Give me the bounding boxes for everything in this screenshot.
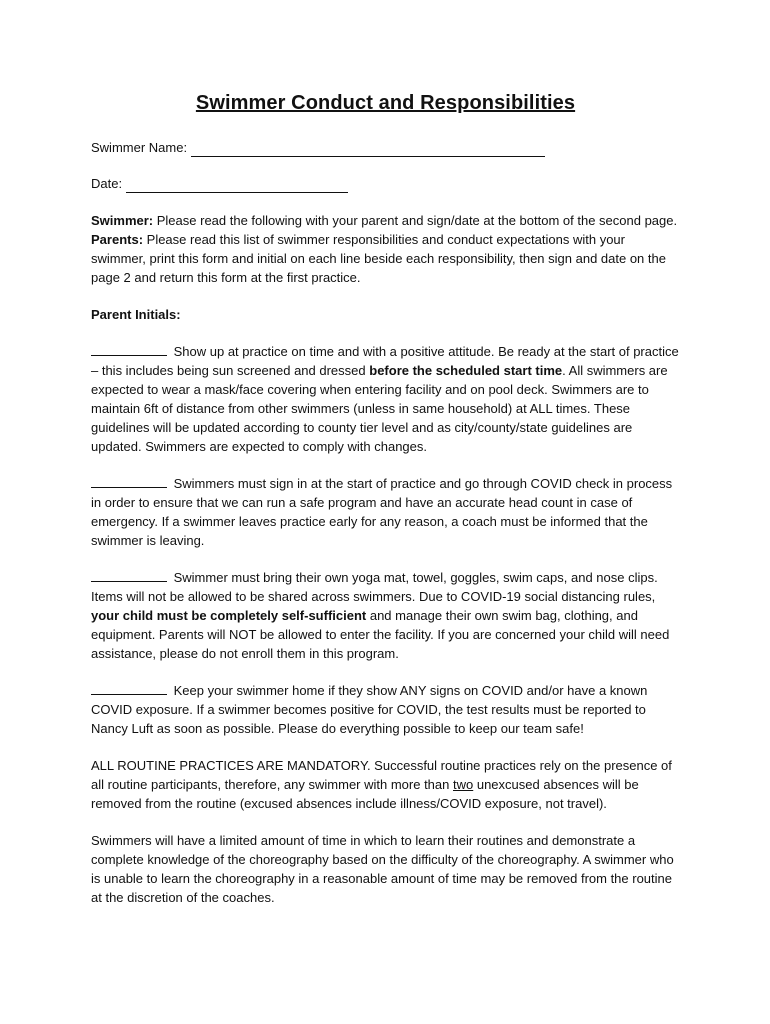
item-3-text-b: and manage their own swim bag, clothing, and equipment. Parents will NOT be allowed to enter the facility. If you are concerned your child will need assistance, please do not enroll them in this program. — [91, 608, 670, 661]
swimmer-instructions: Please read the following with your parent and sign/date at the bottom of the second page. — [153, 213, 678, 228]
mandatory-paragraph — [91, 756, 680, 813]
mandatory-underlined: two — [453, 777, 474, 792]
parent-initials-heading-text: Parent Initials: — [91, 307, 181, 322]
responsibility-item-3 — [91, 568, 680, 663]
responsibility-item-1 — [91, 342, 680, 456]
parents-instructions: Please read this list of swimmer responsibilities and conduct expectations with your swimmer, print this form and initial on each line beside each responsibility, then sign and date on the page 2 and return this form at the first practice. — [91, 232, 666, 285]
date-label: Date: — [91, 176, 123, 191]
responsibility-item-4 — [91, 681, 680, 738]
page-title: Swimmer Conduct and Responsibilities — [195, 92, 576, 114]
initial-field-1[interactable] — [91, 342, 167, 356]
swimmer-label: Swimmer: — [91, 213, 154, 228]
item-2-text: Swimmers must sign in at the start of practice and go through COVID check in process in order to ensure that we can run a safe program and have an accurate head count in case of emergency. If a swimmer leaves practice early for any reason, a coach must be informed that the swimmer is leaving. — [91, 476, 673, 548]
swimmer-name-label: Swimmer Name: — [91, 140, 188, 155]
initial-field-3[interactable] — [91, 568, 167, 582]
swimmer-name-row — [91, 138, 680, 157]
item-1-bold: before the scheduled start time — [369, 363, 563, 378]
closing-paragraph: Swimmers will have a limited amount of time in which to learn their routines and demonstrate a complete knowledge of the choreography based on the difficulty of the choreography. A swimmer who is unable to learn the choreography in a reasonable amount of time may be removed from the routine at the discretion of the coaches. — [91, 833, 674, 905]
date-field[interactable] — [126, 178, 348, 193]
intro-paragraph — [91, 211, 680, 287]
item-4-text: Keep your swimmer home if they show ANY signs on COVID and/or have a known COVID exposure. If a swimmer becomes positive for COVID, the test results must be reported to Nancy Luft as soon as possible. Please do everything possible to keep our team safe! — [91, 683, 648, 736]
item-1-text-a: Show up at practice on time and with a positive attitude. Be ready at the start of practice – this includes being sun screened and dressed — [91, 344, 679, 378]
initial-field-4[interactable] — [91, 681, 167, 695]
parents-label: Parents: — [91, 232, 144, 247]
date-row — [91, 174, 680, 193]
responsibility-item-2 — [91, 474, 680, 550]
mandatory-text-a: ALL ROUTINE PRACTICES ARE MANDATORY. Successful routine practices rely on the presence of all routine participants, therefore, any swimmer with more than — [91, 758, 672, 792]
parent-initials-heading — [91, 305, 680, 324]
item-3-bold: your child must be completely self-sufficient — [91, 608, 367, 623]
item-1-text-b: . All swimmers are expected to wear a mask/face covering when entering facility and on pool deck. Swimmers are to maintain 6ft of distance from other swimmers (unless in same household) at ALL times. These guidelines will be updated according to county tier level and as city/county/state guidelines are updated. Swimmers are expected to comply with changes. — [91, 363, 668, 454]
swimmer-name-field[interactable] — [191, 142, 545, 157]
mandatory-text-b: unexcused absences will be removed from the routine (excused absences include illness/COVID exposure, not travel). — [91, 777, 639, 811]
item-3-text-a: Swimmer must bring their own yoga mat, towel, goggles, swim caps, and nose clips. Items will not be allowed to be shared across swimmers. Due to COVID-19 social distancing rules, — [91, 570, 658, 604]
initial-field-2[interactable] — [91, 474, 167, 488]
